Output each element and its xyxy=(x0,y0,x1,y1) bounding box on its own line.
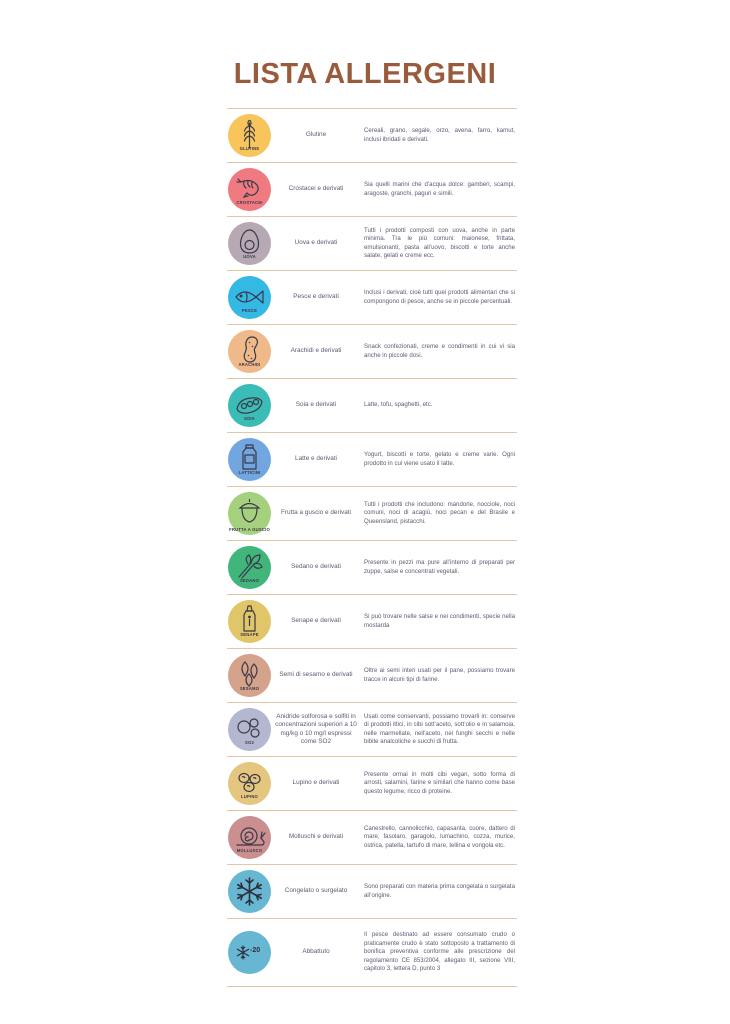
allergen-row-sesamo xyxy=(227,649,517,703)
allergen-name: Pesce e derivati xyxy=(293,293,339,301)
allergen-row-uova xyxy=(227,217,517,271)
icon-label: UOVA xyxy=(243,254,256,259)
allergen-name: Semi di sesamo e derivati xyxy=(279,671,353,679)
allergen-name: Molluschi e derivati xyxy=(288,833,344,841)
snowflake-icon xyxy=(228,870,271,913)
allergen-name: Lupino e derivati xyxy=(292,779,340,787)
icon-label: ARACHIDI xyxy=(238,362,261,367)
allergen-row-abbattuto xyxy=(227,919,517,987)
allergen-name: Crostacei e derivati xyxy=(288,185,344,193)
allergen-row-solfiti xyxy=(227,703,517,757)
allergen-row-glutine xyxy=(227,109,517,163)
allergen-row-frutta-guscio xyxy=(227,487,517,541)
allergen-name: Sedano e derivati xyxy=(291,563,341,571)
milk-bottle-icon xyxy=(228,438,271,481)
allergen-name: Glutine xyxy=(305,131,327,139)
allergen-name: Anidride solforosa e solfiti in concentrazioni superiori a 10 mg/kg o 10 mg/l espressi come SO2 xyxy=(275,712,357,745)
icon-label: MOLLUSCO xyxy=(236,848,263,853)
allergen-name: Abbattuto xyxy=(302,948,330,956)
allergen-name: Soia e derivati xyxy=(295,401,337,409)
fish-icon xyxy=(228,276,271,319)
allergen-description: Latte, tofu, spaghetti, etc. xyxy=(364,401,433,409)
icon-label: SEDANO xyxy=(239,578,260,583)
allergen-list xyxy=(227,108,517,987)
sesame-seeds-icon xyxy=(228,654,271,697)
icon-label: LATTICINI xyxy=(238,470,261,475)
icon-label: SO2 xyxy=(245,740,254,745)
allergen-description: Usati come conservanti, possiamo trovarli in: conserve di prodotti ittici, in cibi sott’aceto, sott’olio e in salamoia, nelle marmellate, nell’aceto, nei funghi secchi e nelle bibite analcoliche e succhi di frutta. xyxy=(364,712,515,745)
allergen-row-molluschi xyxy=(227,811,517,865)
icon-label: CROSTACEI xyxy=(236,200,263,205)
allergen-description: Cereali, grano, segale, orzo, avena, farro, kamut, inclusi ibridati e derivati. xyxy=(364,127,515,143)
allergen-row-latte xyxy=(227,433,517,487)
allergen-name: Arachidi e derivati xyxy=(290,347,342,355)
allergen-description: Sia quelli marini che d’acqua dolce: gamberi, scampi, aragoste, granchi, paguri e simili. xyxy=(364,181,515,197)
allergen-description: Presente ormai in molti cibi vegan, sotto forma di arrosti, salamini, farine e similari che hanno come base questo legume, ricco di proteine. xyxy=(364,770,515,795)
lupin-beans-icon xyxy=(228,762,271,805)
allergen-description: Tutti i prodotti che includono: mandorle, nocciole, noci comuni, noci di acagiù, noci pecan e del Brasile e Queensland, pistacchi. xyxy=(364,500,515,525)
icon-label: PESCE xyxy=(241,308,258,313)
allergen-description: Si può trovare nelle salse e nei condimenti, specie nella mostarda xyxy=(364,613,515,629)
allergen-description: Inclusi i derivati, cioè tutti quei prodotti alimentari che si compongono di pesce, anche se in piccole percentuali. xyxy=(364,289,515,305)
allergen-name: Uova e derivati xyxy=(294,239,338,247)
shrimp-icon xyxy=(228,168,271,211)
icon-label: GLUTINE xyxy=(239,146,260,151)
allergen-row-senape xyxy=(227,595,517,649)
so2-molecule-icon xyxy=(228,708,271,751)
peanut-icon xyxy=(228,330,271,373)
snowflake-minus20-icon xyxy=(228,931,271,974)
page-title: LISTA ALLERGENI xyxy=(233,58,497,90)
allergen-description: Sono preparati con materia prima congelata o surgelata all’origine. xyxy=(364,883,515,899)
allergen-name: Congelato o surgelato xyxy=(284,887,348,895)
acorn-icon xyxy=(228,492,271,535)
allergen-name: Frutta a guscio e derivati xyxy=(281,509,351,517)
icon-label: SOIA xyxy=(243,416,256,421)
allergen-description: Canestrello, cannolicchio, capasanta, cuore, dattero di mare, fasolaro, garagolo, lumachino, cozza, murice, ostrica, patella, tartufo di mare, tellina e vongola etc. xyxy=(364,824,515,849)
allergen-row-pesce xyxy=(227,271,517,325)
egg-icon xyxy=(228,222,271,265)
allergen-description: Yogurt, biscotti e torte, gelato e creme varie. Ogni prodotto in cui viene usato il latte. xyxy=(364,451,515,467)
allergen-description: Oltre ai semi interi usati per il pane, possiamo trovare tracce in alcuni tipi di farine. xyxy=(364,667,515,683)
snail-icon xyxy=(228,816,271,859)
soy-pod-icon xyxy=(228,384,271,427)
allergen-row-congelato xyxy=(227,865,517,919)
allergen-row-sedano xyxy=(227,541,517,595)
allergen-row-crostacei xyxy=(227,163,517,217)
allergen-description: Il pesce destinato ad essere consumato crudo o praticamente crudo è stato sottoposto a trattamento di bonifica preventiva conforme alle prescrizione del regolamento CE 853/2004, allegato III, sezione VIII, capitolo 3, lettera D, punto 3 xyxy=(364,931,515,973)
icon-label: LUPINO xyxy=(240,794,259,799)
icon-label: FRUTTA A GUSCIO xyxy=(229,527,270,532)
allergen-description: Snack confezionati, creme e condimenti in cui vi sia anche in piccole dosi. xyxy=(364,343,515,359)
allergen-row-soia xyxy=(227,379,517,433)
wheat-icon xyxy=(228,114,271,157)
allergen-name: Senape e derivati xyxy=(291,617,341,625)
celery-icon xyxy=(228,546,271,589)
icon-label: SENAPE xyxy=(240,632,259,637)
allergen-name: Latte e derivati xyxy=(295,455,337,463)
icon-label: SESAMO xyxy=(239,686,260,691)
temperature-label: -20 xyxy=(250,947,261,954)
mustard-jar-icon xyxy=(228,600,271,643)
allergen-row-arachidi xyxy=(227,325,517,379)
allergen-row-lupino xyxy=(227,757,517,811)
allergen-description: Tutti i prodotti composti con uova, anche in parte minima. Tra le più comuni: maionese, frittata, emulsionanti, pasta all’uovo, biscotti e torte anche salate, gelati e creme ecc. xyxy=(364,226,515,259)
allergen-description: Presente in pezzi ma pure all’interno di preparati per zuppe, salse e concentrati vegetali. xyxy=(364,559,515,575)
